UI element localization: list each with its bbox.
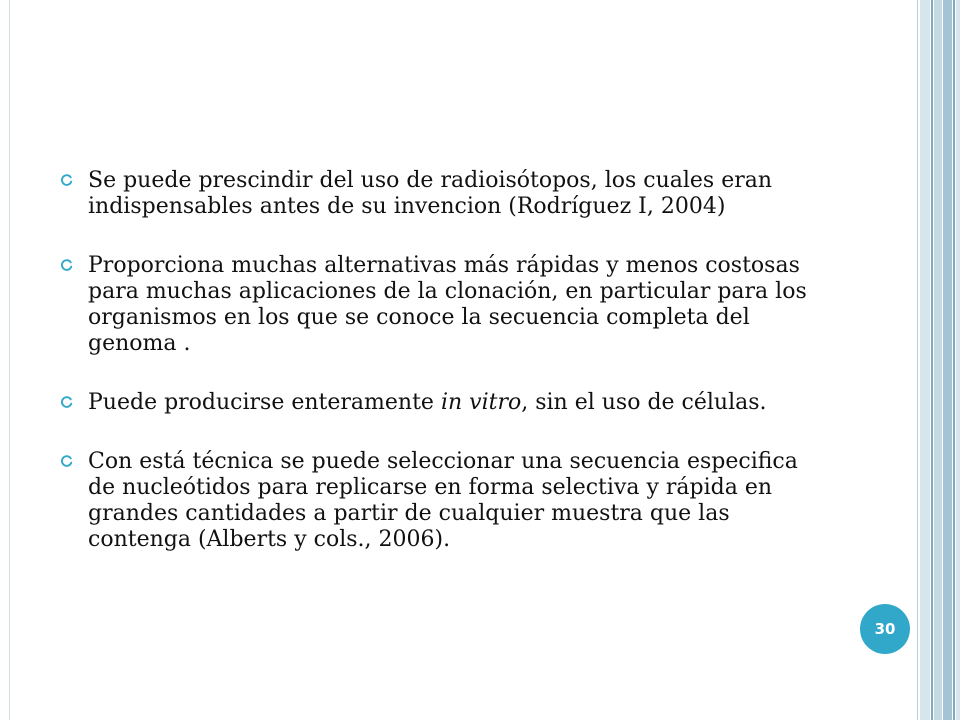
decorative-stripe xyxy=(943,0,952,720)
left-border-line xyxy=(9,0,10,720)
bullet-item xyxy=(60,390,820,416)
circle-arc-bullet-icon xyxy=(60,174,73,187)
decorative-stripe xyxy=(920,0,930,720)
bullet-text: Proporciona muchas alternativas más rápidas y menos costosas para muchas aplicaciones de la clonación, en particular para los organismos en los que se conoce la secuencia completa del genoma . xyxy=(88,253,807,356)
circle-arc-bullet-icon xyxy=(60,455,73,468)
bullet-text: Puede producirse enteramente in vitro, sin el uso de células. xyxy=(88,390,767,415)
bullet-list xyxy=(60,168,820,586)
italic-term: in vitro xyxy=(440,390,522,415)
decorative-stripe xyxy=(956,0,960,720)
circle-arc-bullet-icon xyxy=(60,396,73,409)
decorative-stripe xyxy=(934,0,942,720)
bullet-item xyxy=(60,168,820,220)
decorative-stripe xyxy=(931,0,933,720)
bullet-item xyxy=(60,449,820,553)
bullet-text: Se puede prescindir del uso de radioisótopos, los cuales eran indispensables antes de su invencion (Rodríguez I, 2004) xyxy=(88,168,773,219)
decorative-stripe xyxy=(917,0,918,720)
circle-arc-bullet-icon xyxy=(60,259,73,272)
bullet-text: Con está técnica se puede seleccionar una secuencia especifica de nucleótidos para replicarse en forma selectiva y rápida en grandes cantidades a partir de cualquier muestra que las contenga (Alberts y cols., 2006). xyxy=(88,449,798,552)
page-number-badge: 30 xyxy=(860,604,910,654)
decorative-stripe xyxy=(953,0,955,720)
bullet-item xyxy=(60,253,820,357)
